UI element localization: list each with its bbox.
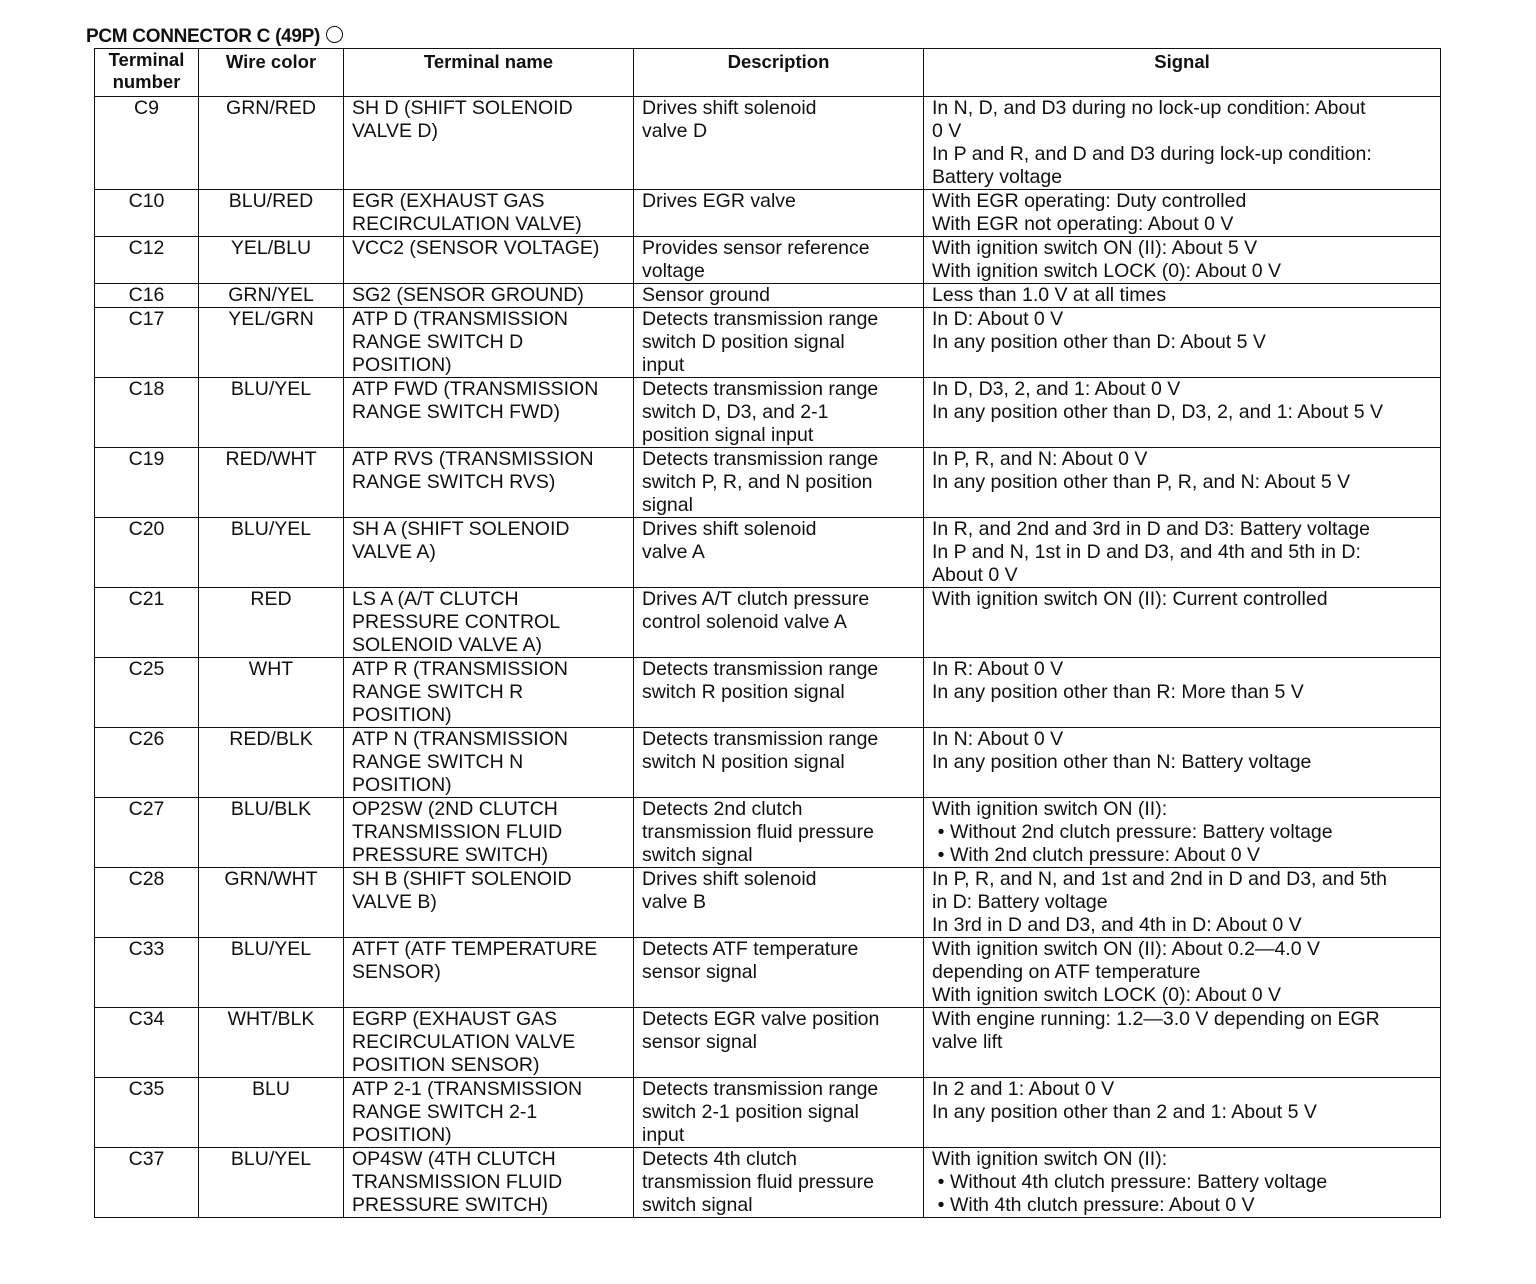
signal-bullet-item xyxy=(932,821,1432,844)
terminal-name-line: ATP N (TRANSMISSION xyxy=(352,728,568,750)
description-line: Detects transmission range xyxy=(642,658,879,680)
signal-line: In D, D3, 2, and 1: About 0 V xyxy=(932,378,1181,400)
description-cell xyxy=(634,518,924,588)
signal-line: depending on ATF temperature xyxy=(932,961,1201,983)
signal-line: In D: About 0 V xyxy=(932,308,1064,330)
terminal-name-cell xyxy=(344,1148,634,1218)
terminal-number: C18 xyxy=(128,378,165,400)
terminal-name-line: POSITION) xyxy=(352,704,452,726)
description-line: input xyxy=(642,1124,685,1146)
wire-color-cell xyxy=(199,518,344,588)
wire-color-cell xyxy=(199,658,344,728)
wire-color: RED/BLK xyxy=(229,728,313,750)
wire-color: RED/WHT xyxy=(225,448,317,470)
description-cell xyxy=(634,938,924,1008)
terminal-name-line: VALVE B) xyxy=(352,891,437,913)
terminal-name-cell xyxy=(344,868,634,938)
signal-line: Less than 1.0 V at all times xyxy=(932,284,1167,306)
description-cell xyxy=(634,588,924,658)
table-row xyxy=(95,190,1441,237)
signal-line: In P, R, and N, and 1st and 2nd in D and D3, and 5th xyxy=(932,868,1387,890)
description-line: position signal input xyxy=(642,424,814,446)
table-row xyxy=(95,1008,1441,1078)
description-line: Drives A/T clutch pressure xyxy=(642,588,870,610)
terminal-name-cell xyxy=(344,237,634,284)
terminal-name-line: SENSOR) xyxy=(352,961,441,983)
terminal-name-line: POSITION) xyxy=(352,354,452,376)
terminal-name-line: EGRP (EXHAUST GAS xyxy=(352,1008,558,1030)
terminal-number-cell xyxy=(95,658,199,728)
wire-color-cell xyxy=(199,97,344,190)
terminal-number-cell xyxy=(95,1148,199,1218)
wire-color-cell xyxy=(199,798,344,868)
terminal-number: C9 xyxy=(134,97,159,119)
terminal-name-cell xyxy=(344,518,634,588)
signal-cell xyxy=(924,728,1441,798)
terminal-name-line: SH D (SHIFT SOLENOID xyxy=(352,97,573,119)
signal-line: In N, D, and D3 during no lock-up condition: About xyxy=(932,97,1366,119)
signal-cell xyxy=(924,658,1441,728)
signal-line: In any position other than 2 and 1: About 5 V xyxy=(932,1101,1317,1123)
description-line: switch N position signal xyxy=(642,751,845,773)
description-line: switch signal xyxy=(642,844,753,866)
wire-color: BLU/YEL xyxy=(230,1148,312,1170)
description-line: valve B xyxy=(642,891,706,913)
terminal-number: C10 xyxy=(128,190,165,212)
signal-line: In any position other than P, R, and N: About 5 V xyxy=(932,471,1351,493)
signal-line: About 0 V xyxy=(932,564,1018,586)
wire-color: BLU/YEL xyxy=(230,378,312,400)
terminal-name-cell xyxy=(344,1008,634,1078)
terminal-number: C12 xyxy=(128,237,165,259)
description-line: switch 2-1 position signal xyxy=(642,1101,859,1123)
wire-color-cell xyxy=(199,284,344,308)
terminal-number-cell xyxy=(95,448,199,518)
terminal-number-cell xyxy=(95,1078,199,1148)
description-line: signal xyxy=(642,494,693,516)
terminal-number-cell xyxy=(95,97,199,190)
signal-bullet-item xyxy=(932,1194,1432,1217)
terminal-number-cell xyxy=(95,308,199,378)
signal-cell xyxy=(924,1078,1441,1148)
wire-color-cell xyxy=(199,1078,344,1148)
description-line: voltage xyxy=(642,260,705,282)
header-wire-color: Wire color xyxy=(199,49,344,97)
wire-color: WHT/BLK xyxy=(227,1008,315,1030)
terminal-name-line: SG2 (SENSOR GROUND) xyxy=(352,284,584,306)
wire-color-cell xyxy=(199,588,344,658)
description-line: Detects ATF temperature xyxy=(642,938,859,960)
terminal-name-line: ATP RVS (TRANSMISSION xyxy=(352,448,594,470)
wire-color-cell xyxy=(199,1008,344,1078)
terminal-number: C20 xyxy=(128,518,165,540)
signal-line: With ignition switch ON (II): xyxy=(932,1148,1168,1170)
description-cell xyxy=(634,658,924,728)
table-row xyxy=(95,518,1441,588)
terminal-name-line: LS A (A/T CLUTCH xyxy=(352,588,519,610)
terminal-number: C27 xyxy=(128,798,165,820)
terminal-number: C21 xyxy=(128,588,165,610)
signal-line: In P and N, 1st in D and D3, and 4th and 5th in D: xyxy=(932,541,1361,563)
wire-color-cell xyxy=(199,378,344,448)
terminal-number-cell xyxy=(95,190,199,237)
header-terminal-number: Terminal number xyxy=(95,49,199,97)
description-line: sensor signal xyxy=(642,1031,757,1053)
terminal-number: C16 xyxy=(128,284,165,306)
terminal-number: C17 xyxy=(128,308,165,330)
wire-color: GRN/RED xyxy=(226,97,316,119)
description-line: Detects 4th clutch xyxy=(642,1148,797,1170)
signal-line: in D: Battery voltage xyxy=(932,891,1108,913)
signal-line: In 2 and 1: About 0 V xyxy=(932,1078,1115,1100)
terminal-name-cell xyxy=(344,938,634,1008)
signal-cell xyxy=(924,1148,1441,1218)
description-cell xyxy=(634,1148,924,1218)
signal-line: In any position other than R: More than 5 V xyxy=(932,681,1304,703)
table-row xyxy=(95,1078,1441,1148)
description-line: Sensor ground xyxy=(642,284,770,306)
terminal-name-cell xyxy=(344,728,634,798)
terminal-number: C19 xyxy=(128,448,165,470)
description-cell xyxy=(634,378,924,448)
terminal-name-line: EGR (EXHAUST GAS xyxy=(352,190,545,212)
wire-color-cell xyxy=(199,1148,344,1218)
connector-title: PCM CONNECTOR C (49P) xyxy=(86,26,321,47)
description-line: transmission fluid pressure xyxy=(642,821,874,843)
description-line: valve A xyxy=(642,541,705,563)
terminal-name-line: RANGE SWITCH RVS) xyxy=(352,471,556,493)
terminal-number: C28 xyxy=(128,868,165,890)
signal-cell xyxy=(924,308,1441,378)
terminal-name-line: ATP R (TRANSMISSION xyxy=(352,658,568,680)
table-row xyxy=(95,448,1441,518)
description-cell xyxy=(634,728,924,798)
description-line: Drives EGR valve xyxy=(642,190,796,212)
signal-line: In R: About 0 V xyxy=(932,658,1064,680)
terminal-name-line: POSITION SENSOR) xyxy=(352,1054,540,1076)
wire-color: BLU/RED xyxy=(228,190,314,212)
description-cell xyxy=(634,448,924,518)
wire-color: BLU/BLK xyxy=(230,798,312,820)
table-row xyxy=(95,237,1441,284)
signal-line: With ignition switch ON (II): Current controlled xyxy=(932,588,1328,610)
terminal-name-cell xyxy=(344,658,634,728)
wire-color: BLU xyxy=(252,1078,290,1100)
description-line: Detects transmission range xyxy=(642,308,879,330)
signal-line: Battery voltage xyxy=(932,166,1063,188)
terminal-name-line: TRANSMISSION FLUID xyxy=(352,1171,563,1193)
signal-line: With ignition switch ON (II): About 5 V xyxy=(932,237,1258,259)
table-row xyxy=(95,868,1441,938)
description-line: sensor signal xyxy=(642,961,757,983)
wire-color: YEL/BLU xyxy=(230,237,312,259)
terminal-name-line: RANGE SWITCH FWD) xyxy=(352,401,560,423)
description-line: Drives shift solenoid xyxy=(642,518,817,540)
signal-cell xyxy=(924,378,1441,448)
signal-line: In P, R, and N: About 0 V xyxy=(932,448,1148,470)
header-terminal-name: Terminal name xyxy=(344,49,634,97)
terminal-name-line: ATP FWD (TRANSMISSION xyxy=(352,378,599,400)
description-line: switch signal xyxy=(642,1194,753,1216)
signal-line: In any position other than D: About 5 V xyxy=(932,331,1266,353)
terminal-name-line: RANGE SWITCH D xyxy=(352,331,524,353)
signal-line: With ignition switch ON (II): About 0.2—4.0 V xyxy=(932,938,1320,960)
table-row xyxy=(95,798,1441,868)
signal-bullet-text: Without 2nd clutch pressure: Battery voltage xyxy=(950,821,1333,843)
terminal-name-line: PRESSURE SWITCH) xyxy=(352,1194,549,1216)
terminal-name-line: POSITION) xyxy=(352,774,452,796)
signal-bullet-item xyxy=(932,1171,1432,1194)
signal-line: With ignition switch LOCK (0): About 0 V xyxy=(932,260,1281,282)
table-row xyxy=(95,1148,1441,1218)
terminal-name-line: VALVE A) xyxy=(352,541,436,563)
wire-color-cell xyxy=(199,190,344,237)
signal-cell xyxy=(924,518,1441,588)
terminal-number-cell xyxy=(95,588,199,658)
terminal-name-line: ATP D (TRANSMISSION xyxy=(352,308,568,330)
signal-line: In P and R, and D and D3 during lock-up condition: xyxy=(932,143,1372,165)
signal-cell xyxy=(924,237,1441,284)
terminal-number: C33 xyxy=(128,938,165,960)
signal-line: With ignition switch ON (II): xyxy=(932,798,1168,820)
signal-cell xyxy=(924,868,1441,938)
terminal-name-cell xyxy=(344,1078,634,1148)
signal-cell xyxy=(924,448,1441,518)
description-line: switch P, R, and N position xyxy=(642,471,873,493)
terminal-name-line: OP2SW (2ND CLUTCH xyxy=(352,798,558,820)
terminal-name-line: RANGE SWITCH 2-1 xyxy=(352,1101,538,1123)
terminal-name-line: PRESSURE SWITCH) xyxy=(352,844,549,866)
description-cell xyxy=(634,97,924,190)
table-row xyxy=(95,378,1441,448)
terminal-name-line: SH B (SHIFT SOLENOID xyxy=(352,868,572,890)
table-row xyxy=(95,308,1441,378)
signal-cell xyxy=(924,284,1441,308)
table-row xyxy=(95,284,1441,308)
description-cell xyxy=(634,190,924,237)
description-cell xyxy=(634,237,924,284)
wire-color-cell xyxy=(199,868,344,938)
description-cell xyxy=(634,284,924,308)
description-line: control solenoid valve A xyxy=(642,611,847,633)
terminal-number-cell xyxy=(95,938,199,1008)
wire-color: BLU/YEL xyxy=(230,518,312,540)
terminal-name-line: POSITION) xyxy=(352,1124,452,1146)
signal-bullet-text: Without 4th clutch pressure: Battery voltage xyxy=(950,1171,1328,1193)
terminal-number-cell xyxy=(95,1008,199,1078)
description-line: switch D, D3, and 2-1 xyxy=(642,401,829,423)
connector-table xyxy=(94,48,1441,1218)
description-cell xyxy=(634,308,924,378)
terminal-number-cell xyxy=(95,518,199,588)
terminal-name-cell xyxy=(344,588,634,658)
terminal-number: C25 xyxy=(128,658,165,680)
terminal-name-cell xyxy=(344,190,634,237)
table-row xyxy=(95,97,1441,190)
signal-line: With ignition switch LOCK (0): About 0 V xyxy=(932,984,1281,1006)
terminal-name-cell xyxy=(344,284,634,308)
wire-color: RED xyxy=(250,588,292,610)
terminal-name-line: RECIRCULATION VALVE xyxy=(352,1031,576,1053)
terminal-number-cell xyxy=(95,868,199,938)
terminal-name-cell xyxy=(344,378,634,448)
page-title xyxy=(86,26,343,48)
terminal-number-cell xyxy=(95,237,199,284)
terminal-name-line: VCC2 (SENSOR VOLTAGE) xyxy=(352,237,600,259)
description-line: Detects transmission range xyxy=(642,728,879,750)
table-row xyxy=(95,588,1441,658)
header-description: Description xyxy=(634,49,924,97)
terminal-name-line: RANGE SWITCH N xyxy=(352,751,524,773)
signal-bullet-item xyxy=(932,844,1432,867)
table-row xyxy=(95,728,1441,798)
signal-cell xyxy=(924,1008,1441,1078)
wire-color-cell xyxy=(199,938,344,1008)
signal-line: In 3rd in D and D3, and 4th in D: About 0 V xyxy=(932,914,1302,936)
description-line: Detects transmission range xyxy=(642,378,879,400)
terminal-name-line: ATP 2-1 (TRANSMISSION xyxy=(352,1078,583,1100)
signal-line: With engine running: 1.2—3.0 V depending on EGR xyxy=(932,1008,1380,1030)
description-line: Detects transmission range xyxy=(642,448,879,470)
terminal-name-line: OP4SW (4TH CLUTCH xyxy=(352,1148,556,1170)
description-line: switch D position signal xyxy=(642,331,845,353)
description-line: input xyxy=(642,354,685,376)
description-line: transmission fluid pressure xyxy=(642,1171,874,1193)
signal-line: 0 V xyxy=(932,120,962,142)
terminal-number-cell xyxy=(95,378,199,448)
terminal-name-line: RANGE SWITCH R xyxy=(352,681,524,703)
description-line: switch R position signal xyxy=(642,681,845,703)
terminal-name-cell xyxy=(344,308,634,378)
signal-line: In R, and 2nd and 3rd in D and D3: Battery voltage xyxy=(932,518,1370,540)
terminal-number-cell xyxy=(95,728,199,798)
wire-color-cell xyxy=(199,308,344,378)
terminal-name-cell xyxy=(344,798,634,868)
terminal-name-line: SH A (SHIFT SOLENOID xyxy=(352,518,570,540)
signal-bullet-text: With 4th clutch pressure: About 0 V xyxy=(950,1194,1255,1216)
terminal-number: C34 xyxy=(128,1008,165,1030)
terminal-name-cell xyxy=(344,97,634,190)
description-cell xyxy=(634,1008,924,1078)
description-line: valve D xyxy=(642,120,708,142)
terminal-number: C26 xyxy=(128,728,165,750)
description-line: Detects transmission range xyxy=(642,1078,879,1100)
wire-color: BLU/YEL xyxy=(230,938,312,960)
signal-line: In any position other than D, D3, 2, and 1: About 5 V xyxy=(932,401,1383,423)
signal-cell xyxy=(924,190,1441,237)
wire-color-cell xyxy=(199,728,344,798)
table-row xyxy=(95,658,1441,728)
wire-color: YEL/GRN xyxy=(228,308,314,330)
terminal-name-line: TRANSMISSION FLUID xyxy=(352,821,563,843)
terminal-name-cell xyxy=(344,448,634,518)
signal-cell xyxy=(924,97,1441,190)
terminal-name-line: PRESSURE CONTROL xyxy=(352,611,561,633)
description-cell xyxy=(634,1078,924,1148)
signal-line: In N: About 0 V xyxy=(932,728,1064,750)
description-line: Drives shift solenoid xyxy=(642,97,817,119)
table-header-row xyxy=(95,49,1441,97)
signal-line: In any position other than N: Battery voltage xyxy=(932,751,1312,773)
description-cell xyxy=(634,798,924,868)
signal-line: With EGR operating: Duty controlled xyxy=(932,190,1247,212)
wire-color: GRN/WHT xyxy=(224,868,318,890)
terminal-number-cell xyxy=(95,798,199,868)
terminal-name-line: RECIRCULATION VALVE) xyxy=(352,213,582,235)
description-line: Detects 2nd clutch xyxy=(642,798,803,820)
terminal-number: C37 xyxy=(128,1148,165,1170)
header-signal: Signal xyxy=(924,49,1441,97)
circle-icon xyxy=(326,26,343,43)
wire-color-cell xyxy=(199,448,344,518)
table-row xyxy=(95,938,1441,1008)
description-line: Detects EGR valve position xyxy=(642,1008,880,1030)
signal-line: With EGR not operating: About 0 V xyxy=(932,213,1234,235)
description-cell xyxy=(634,868,924,938)
wire-color: WHT xyxy=(248,658,294,680)
signal-cell xyxy=(924,588,1441,658)
wire-color-cell xyxy=(199,237,344,284)
terminal-name-line: SOLENOID VALVE A) xyxy=(352,634,543,656)
terminal-name-line: ATFT (ATF TEMPERATURE xyxy=(352,938,598,960)
terminal-name-line: VALVE D) xyxy=(352,120,438,142)
signal-line: valve lift xyxy=(932,1031,1003,1053)
description-line: Drives shift solenoid xyxy=(642,868,817,890)
description-line: Provides sensor reference xyxy=(642,237,870,259)
signal-cell xyxy=(924,938,1441,1008)
signal-bullet-text: With 2nd clutch pressure: About 0 V xyxy=(950,844,1261,866)
signal-cell xyxy=(924,798,1441,868)
wire-color: GRN/YEL xyxy=(228,284,314,306)
terminal-number-cell xyxy=(95,284,199,308)
terminal-number: C35 xyxy=(128,1078,165,1100)
